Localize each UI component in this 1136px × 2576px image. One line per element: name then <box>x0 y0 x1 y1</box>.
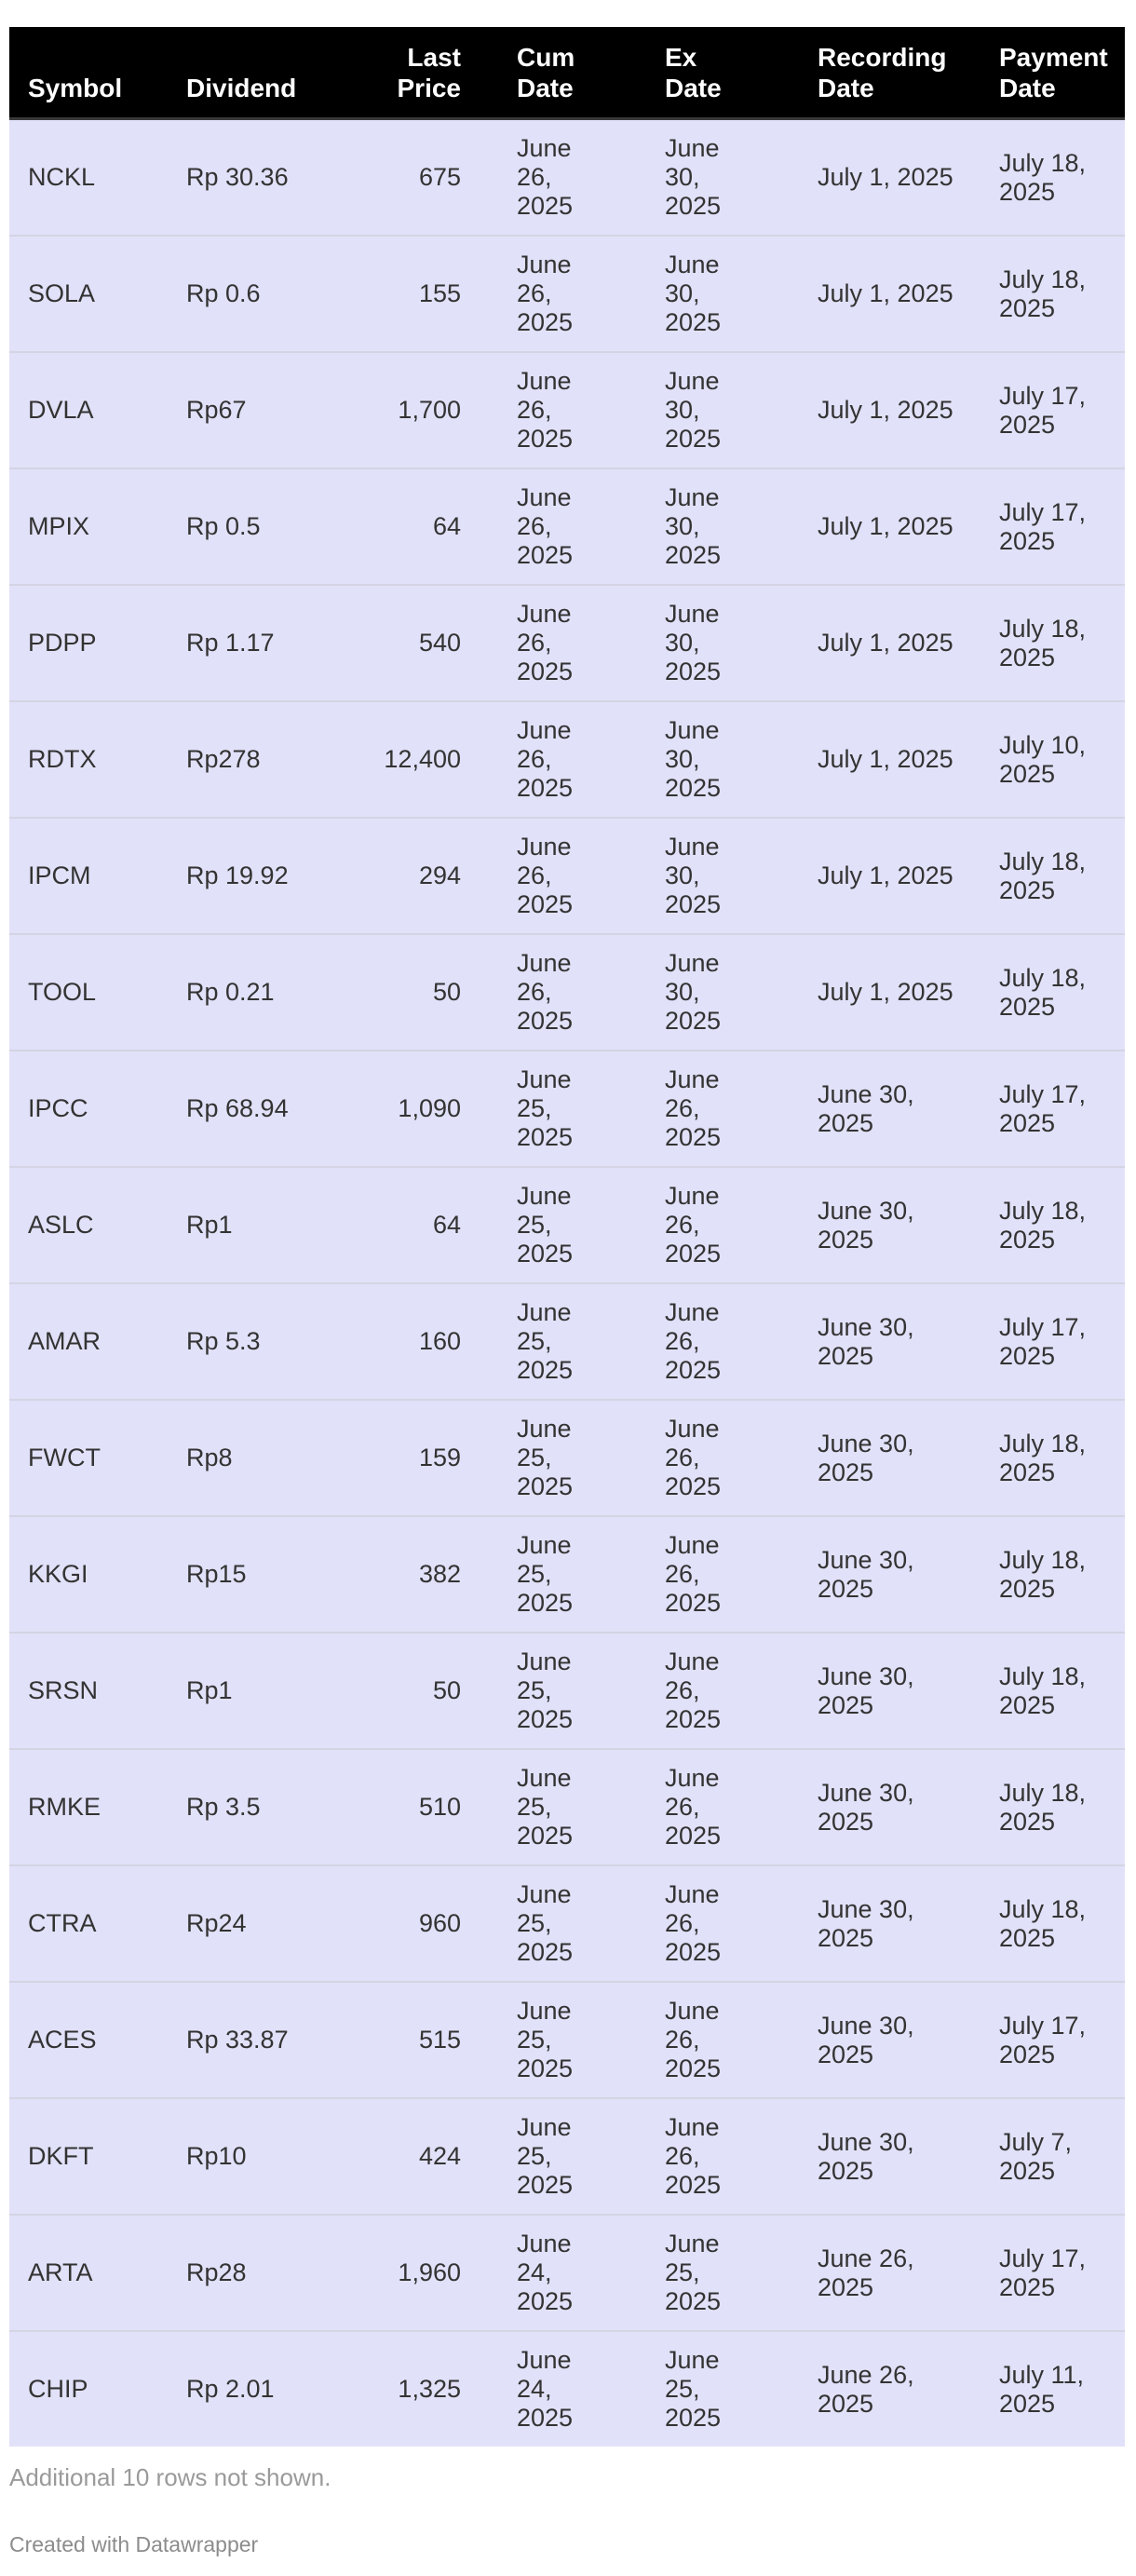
cell-dividend: Rp 33.87 <box>168 1982 331 2098</box>
cell-ex-date: June 30, 2025 <box>646 236 799 352</box>
cell-dividend: Rp28 <box>168 2215 331 2331</box>
cell-recording-date: July 1, 2025 <box>799 236 980 352</box>
cell-cum-date: June 26, 2025 <box>498 119 646 237</box>
table-row <box>9 585 1125 701</box>
cell-dividend: Rp 2.01 <box>168 2331 331 2447</box>
cell-recording-date: June 30, 2025 <box>799 1400 980 1516</box>
col-header-last-price: Last Price <box>331 27 498 119</box>
cell-ex-date: June 30, 2025 <box>646 352 799 468</box>
cell-symbol: ARTA <box>9 2215 168 2331</box>
cell-payment-date: July 18, 2025 <box>980 119 1125 237</box>
cell-last-price: 515 <box>331 1982 498 2098</box>
col-header-symbol: Symbol <box>9 27 168 119</box>
additional-rows-note: Additional 10 rows not shown. <box>9 2463 331 2491</box>
cell-symbol: CHIP <box>9 2331 168 2447</box>
cell-payment-date: July 17, 2025 <box>980 352 1125 468</box>
cell-dividend: Rp10 <box>168 2098 331 2215</box>
cell-recording-date: July 1, 2025 <box>799 352 980 468</box>
col-header-recording-date: Recording Date <box>799 27 980 119</box>
cell-payment-date: July 11, 2025 <box>980 2331 1125 2447</box>
cell-dividend: Rp 5.3 <box>168 1283 331 1400</box>
table-row <box>9 1516 1125 1633</box>
table-row <box>9 1865 1125 1982</box>
cell-dividend: Rp 19.92 <box>168 818 331 934</box>
cell-symbol: PDPP <box>9 585 168 701</box>
cell-payment-date: July 17, 2025 <box>980 468 1125 585</box>
cell-ex-date: June 30, 2025 <box>646 468 799 585</box>
cell-dividend: Rp 1.17 <box>168 585 331 701</box>
cell-ex-date: June 30, 2025 <box>646 818 799 934</box>
cell-symbol: FWCT <box>9 1400 168 1516</box>
cell-payment-date: July 18, 2025 <box>980 1749 1125 1865</box>
cell-last-price: 675 <box>331 119 498 237</box>
cell-payment-date: July 17, 2025 <box>980 1051 1125 1167</box>
cell-payment-date: July 18, 2025 <box>980 1167 1125 1283</box>
table-row <box>9 1283 1125 1400</box>
cell-cum-date: June 26, 2025 <box>498 236 646 352</box>
cell-recording-date: July 1, 2025 <box>799 701 980 818</box>
cell-dividend: Rp 68.94 <box>168 1051 331 1167</box>
cell-cum-date: June 26, 2025 <box>498 468 646 585</box>
cell-recording-date: June 30, 2025 <box>799 1865 980 1982</box>
cell-cum-date: June 25, 2025 <box>498 1167 646 1283</box>
cell-symbol: ASLC <box>9 1167 168 1283</box>
col-header-payment-date: Payment Date <box>980 27 1125 119</box>
cell-symbol: TOOL <box>9 934 168 1051</box>
cell-cum-date: June 25, 2025 <box>498 1516 646 1633</box>
cell-last-price: 64 <box>331 468 498 585</box>
cell-dividend: Rp278 <box>168 701 331 818</box>
cell-ex-date: June 26, 2025 <box>646 1400 799 1516</box>
table-row <box>9 2215 1125 2331</box>
table-row <box>9 2331 1125 2447</box>
cell-payment-date: July 10, 2025 <box>980 701 1125 818</box>
cell-cum-date: June 25, 2025 <box>498 1633 646 1749</box>
cell-symbol: MPIX <box>9 468 168 585</box>
cell-last-price: 12,400 <box>331 701 498 818</box>
cell-cum-date: June 26, 2025 <box>498 818 646 934</box>
cell-dividend: Rp8 <box>168 1400 331 1516</box>
cell-payment-date: July 18, 2025 <box>980 1865 1125 1982</box>
cell-ex-date: June 26, 2025 <box>646 2098 799 2215</box>
cell-last-price: 64 <box>331 1167 498 1283</box>
cell-recording-date: July 1, 2025 <box>799 818 980 934</box>
cell-cum-date: June 25, 2025 <box>498 1982 646 2098</box>
cell-symbol: RMKE <box>9 1749 168 1865</box>
table-row <box>9 1749 1125 1865</box>
cell-recording-date: July 1, 2025 <box>799 934 980 1051</box>
cell-ex-date: June 30, 2025 <box>646 701 799 818</box>
cell-dividend: Rp 30.36 <box>168 119 331 237</box>
cell-ex-date: June 25, 2025 <box>646 2331 799 2447</box>
cell-symbol: DVLA <box>9 352 168 468</box>
cell-symbol: IPCM <box>9 818 168 934</box>
cell-symbol: SRSN <box>9 1633 168 1749</box>
cell-recording-date: June 30, 2025 <box>799 1516 980 1633</box>
header-row <box>9 27 1125 119</box>
cell-dividend: Rp 3.5 <box>168 1749 331 1865</box>
cell-dividend: Rp24 <box>168 1865 331 1982</box>
table-row <box>9 352 1125 468</box>
cell-ex-date: June 26, 2025 <box>646 1051 799 1167</box>
cell-ex-date: June 26, 2025 <box>646 1283 799 1400</box>
cell-payment-date: July 17, 2025 <box>980 1283 1125 1400</box>
cell-symbol: SOLA <box>9 236 168 352</box>
cell-ex-date: June 26, 2025 <box>646 1516 799 1633</box>
table-row <box>9 1400 1125 1516</box>
cell-last-price: 510 <box>331 1749 498 1865</box>
cell-recording-date: June 26, 2025 <box>799 2331 980 2447</box>
cell-cum-date: June 25, 2025 <box>498 1051 646 1167</box>
cell-last-price: 159 <box>331 1400 498 1516</box>
cell-dividend: Rp 0.21 <box>168 934 331 1051</box>
cell-last-price: 155 <box>331 236 498 352</box>
table-row <box>9 1982 1125 2098</box>
col-header-cum-date: Cum Date <box>498 27 646 119</box>
cell-ex-date: June 30, 2025 <box>646 119 799 237</box>
cell-cum-date: June 25, 2025 <box>498 1400 646 1516</box>
table-row <box>9 1167 1125 1283</box>
cell-ex-date: June 26, 2025 <box>646 1865 799 1982</box>
cell-recording-date: June 30, 2025 <box>799 1633 980 1749</box>
cell-ex-date: June 25, 2025 <box>646 2215 799 2331</box>
cell-cum-date: June 26, 2025 <box>498 585 646 701</box>
cell-recording-date: July 1, 2025 <box>799 468 980 585</box>
cell-dividend: Rp15 <box>168 1516 331 1633</box>
cell-cum-date: June 26, 2025 <box>498 701 646 818</box>
cell-payment-date: July 17, 2025 <box>980 2215 1125 2331</box>
cell-dividend: Rp1 <box>168 1633 331 1749</box>
dividend-table <box>9 27 1125 2447</box>
cell-symbol: CTRA <box>9 1865 168 1982</box>
cell-ex-date: June 26, 2025 <box>646 1749 799 1865</box>
cell-recording-date: June 30, 2025 <box>799 1982 980 2098</box>
cell-recording-date: June 30, 2025 <box>799 2098 980 2215</box>
cell-last-price: 960 <box>331 1865 498 1982</box>
cell-payment-date: July 18, 2025 <box>980 1516 1125 1633</box>
cell-ex-date: June 26, 2025 <box>646 1633 799 1749</box>
cell-dividend: Rp1 <box>168 1167 331 1283</box>
cell-payment-date: July 18, 2025 <box>980 1633 1125 1749</box>
cell-ex-date: June 26, 2025 <box>646 1167 799 1283</box>
cell-symbol: ACES <box>9 1982 168 2098</box>
cell-cum-date: June 25, 2025 <box>498 1283 646 1400</box>
table-row <box>9 701 1125 818</box>
cell-last-price: 540 <box>331 585 498 701</box>
table-row <box>9 119 1125 237</box>
table-body <box>9 119 1125 2447</box>
cell-ex-date: June 26, 2025 <box>646 1982 799 2098</box>
cell-recording-date: June 30, 2025 <box>799 1749 980 1865</box>
cell-cum-date: June 26, 2025 <box>498 934 646 1051</box>
cell-payment-date: July 18, 2025 <box>980 818 1125 934</box>
table-row <box>9 934 1125 1051</box>
cell-symbol: DKFT <box>9 2098 168 2215</box>
table-row <box>9 818 1125 934</box>
cell-last-price: 1,090 <box>331 1051 498 1167</box>
cell-recording-date: July 1, 2025 <box>799 119 980 237</box>
cell-cum-date: June 24, 2025 <box>498 2215 646 2331</box>
cell-last-price: 424 <box>331 2098 498 2215</box>
cell-last-price: 1,960 <box>331 2215 498 2331</box>
cell-payment-date: July 18, 2025 <box>980 236 1125 352</box>
cell-last-price: 1,700 <box>331 352 498 468</box>
cell-dividend: Rp 0.5 <box>168 468 331 585</box>
table-row <box>9 236 1125 352</box>
cell-last-price: 294 <box>331 818 498 934</box>
cell-payment-date: July 7, 2025 <box>980 2098 1125 2215</box>
col-header-dividend: Dividend <box>168 27 331 119</box>
cell-ex-date: June 30, 2025 <box>646 585 799 701</box>
cell-symbol: AMAR <box>9 1283 168 1400</box>
cell-last-price: 160 <box>331 1283 498 1400</box>
table-row <box>9 1633 1125 1749</box>
cell-symbol: KKGI <box>9 1516 168 1633</box>
cell-cum-date: June 25, 2025 <box>498 1749 646 1865</box>
cell-cum-date: June 25, 2025 <box>498 2098 646 2215</box>
cell-symbol: NCKL <box>9 119 168 237</box>
cell-payment-date: July 18, 2025 <box>980 585 1125 701</box>
cell-symbol: IPCC <box>9 1051 168 1167</box>
cell-last-price: 50 <box>331 934 498 1051</box>
cell-recording-date: June 30, 2025 <box>799 1283 980 1400</box>
cell-recording-date: June 30, 2025 <box>799 1167 980 1283</box>
cell-cum-date: June 24, 2025 <box>498 2331 646 2447</box>
cell-recording-date: June 30, 2025 <box>799 1051 980 1167</box>
cell-symbol: RDTX <box>9 701 168 818</box>
cell-payment-date: July 18, 2025 <box>980 1400 1125 1516</box>
cell-payment-date: July 18, 2025 <box>980 934 1125 1051</box>
cell-last-price: 382 <box>331 1516 498 1633</box>
col-header-ex-date: Ex Date <box>646 27 799 119</box>
table-row <box>9 2098 1125 2215</box>
datawrapper-attribution[interactable]: Created with Datawrapper <box>9 2532 259 2556</box>
cell-ex-date: June 30, 2025 <box>646 934 799 1051</box>
cell-recording-date: June 26, 2025 <box>799 2215 980 2331</box>
cell-dividend: Rp67 <box>168 352 331 468</box>
cell-payment-date: July 17, 2025 <box>980 1982 1125 2098</box>
cell-last-price: 50 <box>331 1633 498 1749</box>
cell-recording-date: July 1, 2025 <box>799 585 980 701</box>
cell-cum-date: June 25, 2025 <box>498 1865 646 1982</box>
cell-cum-date: June 26, 2025 <box>498 352 646 468</box>
table-row <box>9 1051 1125 1167</box>
cell-dividend: Rp 0.6 <box>168 236 331 352</box>
table-row <box>9 468 1125 585</box>
cell-last-price: 1,325 <box>331 2331 498 2447</box>
